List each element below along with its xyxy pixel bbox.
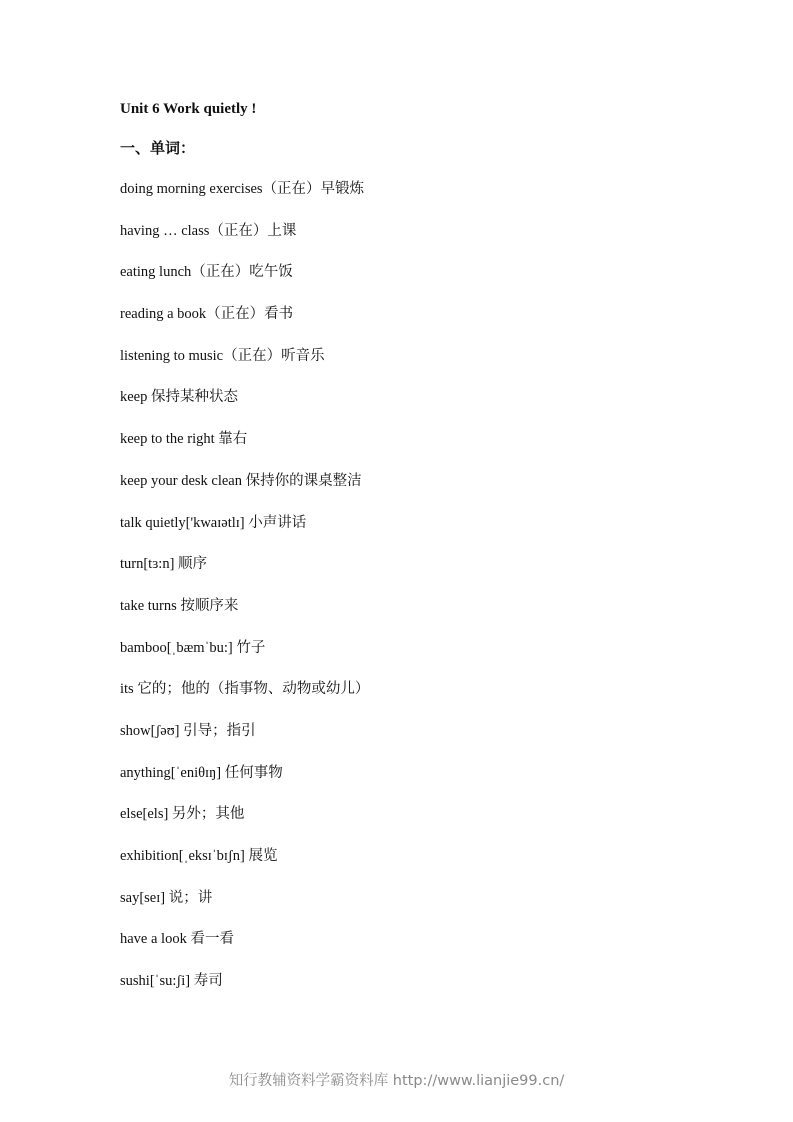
vocabulary-item: exhibition[ˌeksɪˈbɪʃn] 展览 — [120, 848, 278, 864]
vocabulary-item: having … class（正在）上课 — [120, 222, 297, 239]
vocabulary-item: doing morning exercises（正在）早锻炼 — [120, 181, 365, 197]
vocabulary-item: else[els] 另外；其他 — [120, 806, 245, 823]
vocabulary-item: keep to the right 靠右 — [120, 431, 248, 448]
vocabulary-item: keep your desk clean 保持你的课桌整洁 — [120, 472, 362, 489]
vocabulary-item: sushi[ˈsu:ʃi] 寿司 — [120, 973, 223, 990]
footer-watermark: 知行教辅资料学霸资料库 http://www.lianjie99.cn/ — [228, 1073, 565, 1089]
unit-title: Unit 6 Work quietly ! — [120, 101, 257, 117]
vocabulary-item: have a look 看一看 — [120, 931, 234, 948]
vocabulary-item: anything[ˈeniθɪŋ] 任何事物 — [120, 764, 283, 781]
vocabulary-item: show[ʃəʊ] 引导；指引 — [120, 722, 256, 739]
section-heading: 一、单词： — [120, 139, 196, 157]
vocabulary-list — [120, 178, 369, 1012]
vocabulary-item: eating lunch（正在）吃午饭 — [120, 264, 293, 281]
vocabulary-item: listening to music（正在）听音乐 — [120, 347, 325, 364]
vocabulary-item: keep 保持某种状态 — [120, 389, 238, 406]
vocabulary-item: its 它的；他的（指事物、动物或幼儿） — [120, 681, 370, 698]
vocabulary-item: talk quietly['kwaɪətlɪ] 小声讲话 — [120, 514, 307, 531]
vocabulary-item: take turns 按顺序来 — [120, 597, 239, 614]
vocabulary-item: turn[tɜ:n] 顺序 — [120, 556, 208, 573]
vocabulary-item: bamboo[ˌbæmˈbu:] 竹子 — [120, 639, 266, 656]
vocabulary-item: say[seɪ] 说；讲 — [120, 889, 213, 906]
vocabulary-item: reading a book（正在）看书 — [120, 306, 294, 323]
